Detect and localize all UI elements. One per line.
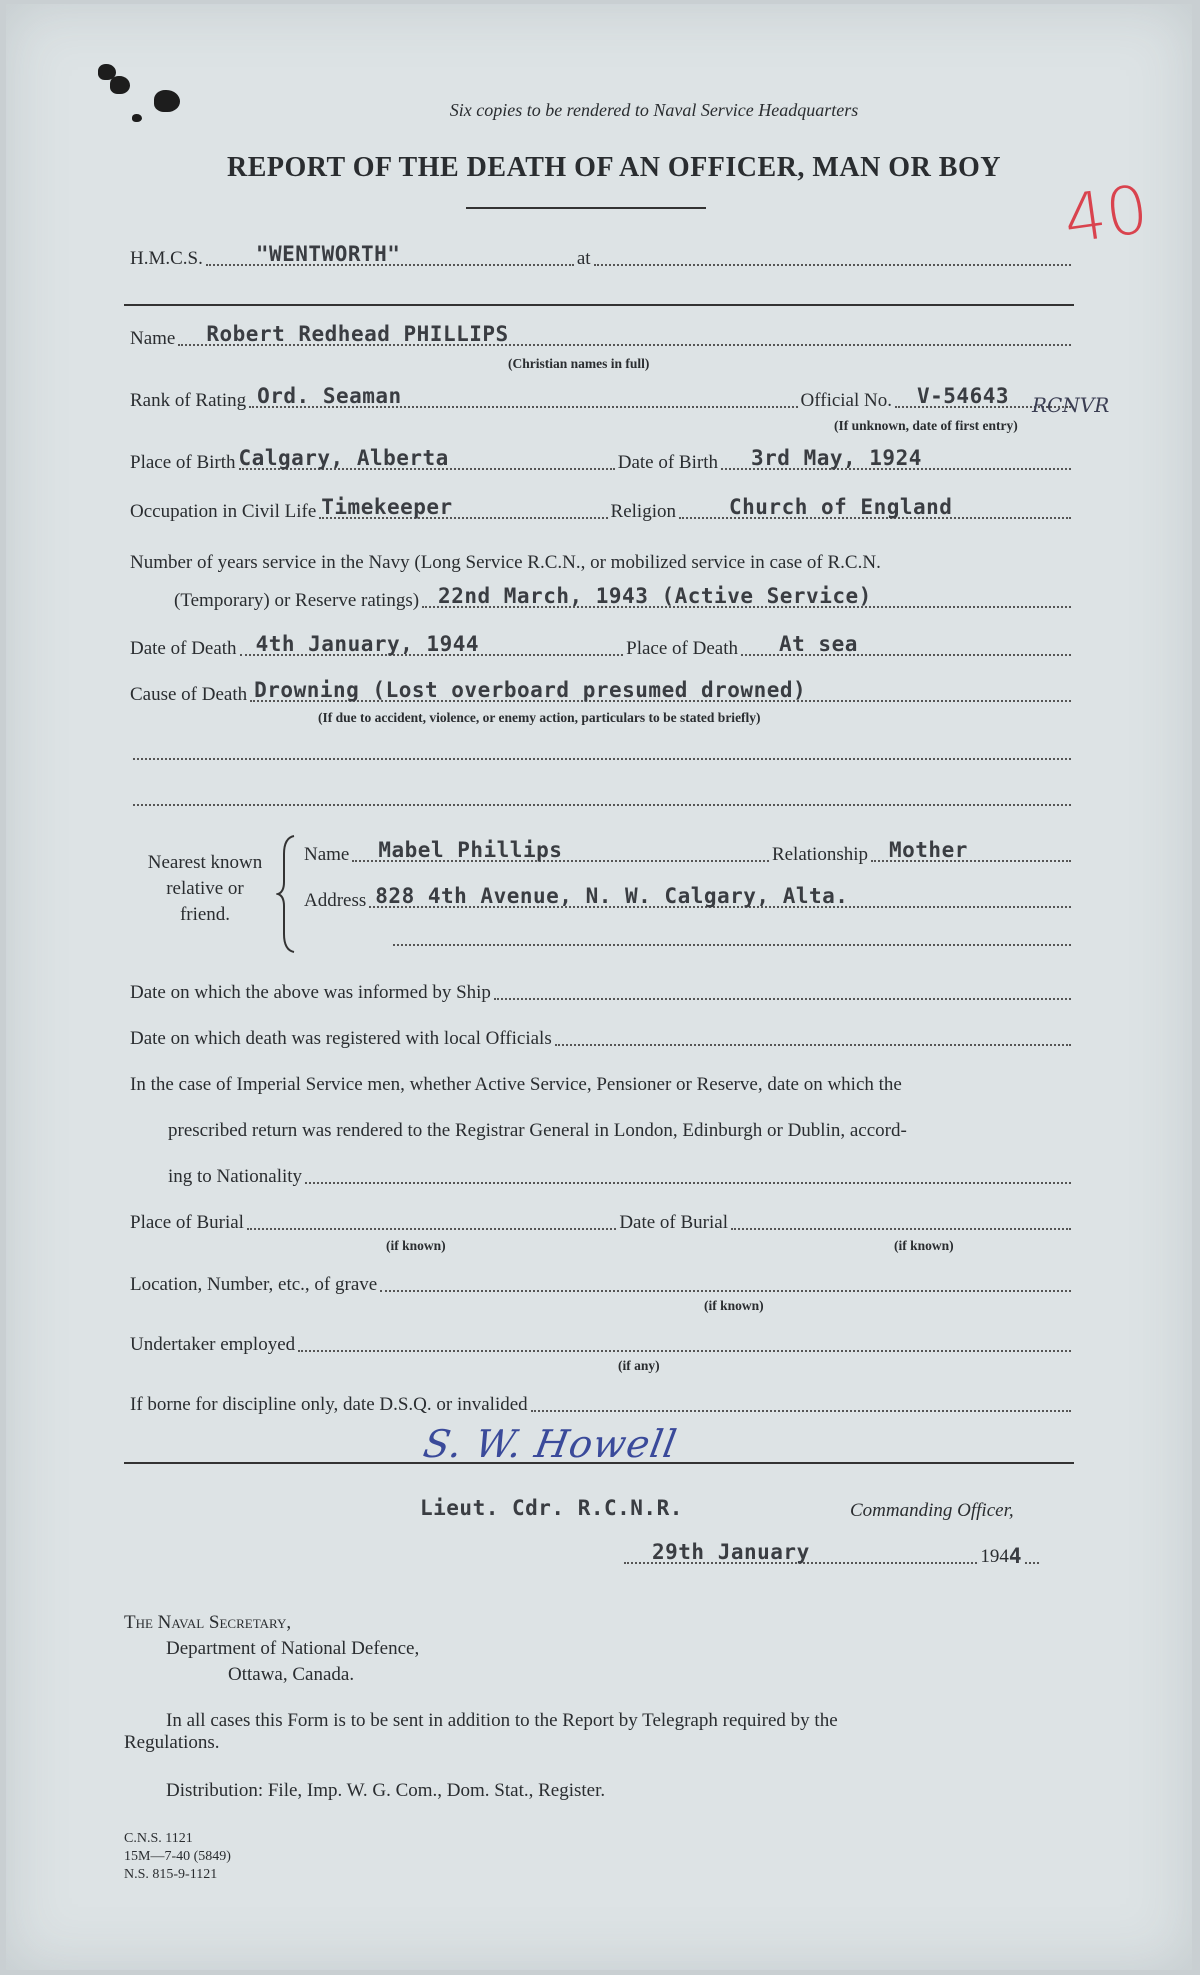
burial-place-label: Place of Burial xyxy=(130,1212,244,1233)
burial-date-note: (if known) xyxy=(894,1238,954,1253)
birthdate-label: Date of Birth xyxy=(617,452,718,473)
grave-label: Location, Number, etc., of grave xyxy=(130,1274,378,1295)
occupation-label: Occupation in Civil Life xyxy=(130,501,317,522)
title-underline xyxy=(466,207,706,209)
addressee xyxy=(124,1610,419,1688)
official-no-label: Official No. xyxy=(800,390,892,411)
name-row xyxy=(130,322,1074,350)
margin-number: 40 xyxy=(1059,170,1153,259)
informed-row xyxy=(130,982,1074,1004)
discipline-row xyxy=(130,1394,1074,1416)
address-value: 828 4th Avenue, N. W. Calgary, Alta. xyxy=(375,884,849,908)
addressee-line-1: The Naval Secretary, xyxy=(124,1612,292,1633)
addressee-line-3: Ottawa, Canada. xyxy=(228,1664,355,1685)
date-line xyxy=(624,1540,1042,1568)
undertaker-row xyxy=(130,1334,1074,1356)
hmcs-row xyxy=(130,242,1074,270)
relative-name-row xyxy=(304,838,1074,866)
hmcs-label: H.M.C.S. xyxy=(130,248,203,269)
death-date-label: Date of Death xyxy=(130,638,237,659)
death-place-label: Place of Death xyxy=(626,638,738,659)
signature-line xyxy=(124,1462,1074,1464)
grave-row xyxy=(130,1274,1074,1296)
registered-label: Date on which death was registered with local Officials xyxy=(130,1028,552,1049)
relative-brace xyxy=(276,834,298,954)
religion-value: Church of England xyxy=(729,495,953,519)
cause-blank-line-1 xyxy=(130,744,1074,764)
hmcs-value: "WENTWORTH" xyxy=(255,242,401,266)
name-label: Name xyxy=(130,328,176,349)
imperial-line-3: ing to Nationality xyxy=(168,1166,303,1187)
relationship-value: Mother xyxy=(889,838,968,862)
service-label-1: Number of years service in the Navy (Long Service R.C.N., or mobilized service in case of R.C.N. xyxy=(130,552,881,573)
imperial-line-2: prescribed return was rendered to the Registrar General in London, Edinburgh or Dublin, accord- xyxy=(168,1120,907,1141)
death-place-value: At sea xyxy=(779,632,858,656)
official-no-note: (If unknown, date of first entry) xyxy=(834,418,1018,433)
burial-date-label: Date of Burial xyxy=(619,1212,728,1233)
birthplace-label: Place of Birth xyxy=(130,452,236,473)
commanding-officer-label: Commanding Officer, xyxy=(850,1500,1014,1521)
burial-place-note: (if known) xyxy=(386,1238,446,1253)
cause-row xyxy=(130,678,1074,706)
rank-label: Rank of Rating xyxy=(130,390,247,411)
year-prefix: 194 xyxy=(980,1546,1009,1567)
relative-label-line-3: friend. xyxy=(179,904,231,925)
instruction-line-1: In all cases this Form is to be sent in addition to the Report by Telegraph required by the xyxy=(166,1710,838,1731)
discipline-label: If borne for discipline only, date D.S.Q. or invalided xyxy=(130,1394,528,1415)
informed-label: Date on which the above was informed by Ship xyxy=(130,982,491,1003)
address-label: Address xyxy=(304,890,367,911)
relative-label-line-1: Nearest known xyxy=(147,852,263,873)
occupation-row xyxy=(130,495,1074,523)
cause-label: Cause of Death xyxy=(130,684,248,705)
instruction-line-2: Regulations. xyxy=(124,1732,220,1753)
birthdate-value: 3rd May, 1924 xyxy=(751,446,922,470)
burial-row xyxy=(130,1212,1074,1234)
rank-row xyxy=(130,384,1074,412)
name-note: (Christian names in full) xyxy=(508,356,650,371)
relationship-label: Relationship xyxy=(771,844,868,865)
signature: S. W. Howell xyxy=(420,1422,681,1466)
year-suffix: 4 xyxy=(1008,1544,1022,1568)
registered-row xyxy=(130,1028,1074,1050)
service-value: 22nd March, 1943 (Active Service) xyxy=(438,584,872,608)
section-divider xyxy=(124,304,1074,306)
death-date-value: 4th January, 1944 xyxy=(255,632,479,656)
signature-date: 29th January xyxy=(652,1540,810,1564)
punch-hole xyxy=(110,76,130,94)
address-blank-line xyxy=(390,930,1074,950)
relative-label xyxy=(120,850,290,928)
official-no-handwritten: RCNVR xyxy=(1032,393,1110,417)
signature-rank: Lieut. Cdr. R.C.N.R. xyxy=(420,1496,683,1520)
rank-value: Ord. Seaman xyxy=(257,384,402,408)
form-codes xyxy=(124,1830,231,1884)
relative-name-label: Name xyxy=(304,844,350,865)
copies-note: Six copies to be rendered to Naval Service Headquarters xyxy=(449,100,859,120)
official-no-value: V-54643 xyxy=(917,384,1010,408)
cause-note: (If due to accident, violence, or enemy action, particulars to be stated briefly) xyxy=(318,710,761,725)
page-title: REPORT OF THE DEATH OF AN OFFICER, MAN OR BOY xyxy=(227,152,1001,183)
cause-blank-line-2 xyxy=(130,790,1074,810)
relative-label-line-2: relative or xyxy=(166,878,244,899)
undertaker-label: Undertaker employed xyxy=(130,1334,296,1355)
service-label-2: (Temporary) or Reserve ratings) xyxy=(174,590,420,611)
distribution: Distribution: File, Imp. W. G. Com., Dom. Stat., Register. xyxy=(166,1780,606,1801)
form-code-2: 15M—7-40 (5849) xyxy=(124,1849,231,1864)
form-code-3: N.S. 815-9-1121 xyxy=(124,1867,218,1882)
at-label: at xyxy=(576,248,591,269)
form-sheet xyxy=(6,4,1192,1970)
grave-note: (if known) xyxy=(704,1298,764,1313)
addressee-line-2: Department of National Defence, xyxy=(166,1638,420,1659)
form-code-1: C.N.S. 1121 xyxy=(124,1831,193,1846)
birthplace-value: Calgary, Alberta xyxy=(238,446,449,470)
occupation-value: Timekeeper xyxy=(321,495,453,519)
name-value: Robert Redhead PHILLIPS xyxy=(206,322,509,346)
undertaker-note: (if any) xyxy=(618,1358,660,1373)
relative-name-value: Mabel Phillips xyxy=(378,838,563,862)
birth-row xyxy=(130,446,1074,474)
imperial-line-1: In the case of Imperial Service men, whether Active Service, Pensioner or Reserve, date on which the xyxy=(130,1074,902,1095)
death-row xyxy=(130,632,1074,660)
address-row xyxy=(304,884,1074,912)
cause-value: Drowning (Lost overboard presumed drowned) xyxy=(254,678,807,702)
service-row xyxy=(174,584,1074,612)
imperial-row-3 xyxy=(168,1166,1074,1188)
religion-label: Religion xyxy=(610,501,676,522)
